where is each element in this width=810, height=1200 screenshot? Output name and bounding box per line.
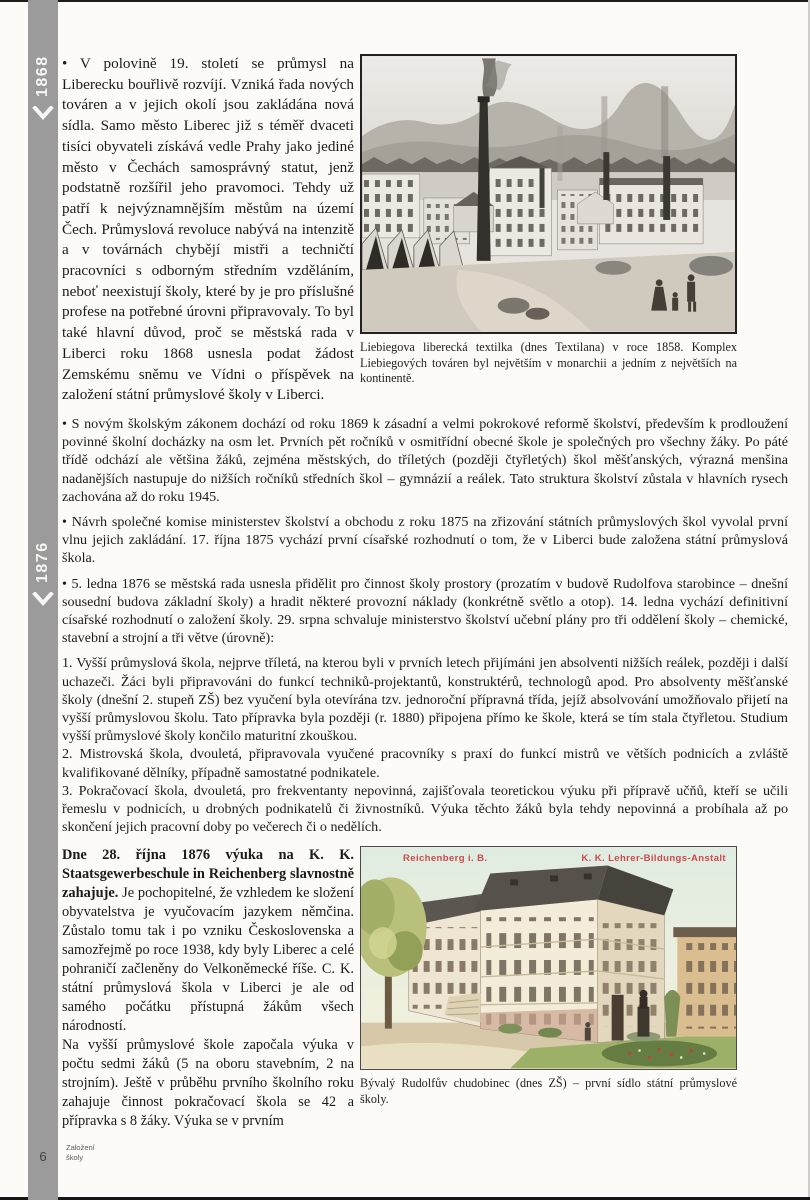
figure-factory	[360, 54, 737, 387]
school-type-2: 2. Mistrovská škola, dvouletá, připravovala vyučené pracovníky s praxí do funkcí mistrů ve větších podnicích a zvláště kvalifikované dělníky, případně samostatné podnikatele.	[62, 746, 788, 781]
timeline-sidebar	[28, 0, 58, 1200]
opening-paragraph	[62, 846, 354, 1036]
year-label: 1876	[34, 541, 51, 583]
school-type-3: 3. Pokračovací škola, dvouletá, pro frekventanty nepovinná, zajišťovala teoretickou výuku při přípravě učňů, kteří se učili řemeslu v podnicích, u drobných podnikatelů či živnostníků. Výuka těchto žáků byla tehdy nepovinná a probíhala až po skončení jejich pracovní doby po večerech či o nedělích.	[62, 782, 788, 836]
bottom-section	[62, 846, 788, 1131]
factory-engraving-art	[362, 56, 735, 332]
first-pupils-paragraph: Na vyšší průmyslové škole započala výuka v počtu sedmi žáků (5 na oboru stavebním, 2 na strojním). Ještě v průběhu prvního školního roku zahajuje činnost pokračovací škola se 42 a přípravka s 8 žáky. Výuka se v prvním	[62, 1037, 354, 1130]
paragraph-ministry-proposal: • Návrh společné komise ministerstev školství a obchodu z roku 1875 na zřizování státních průmyslových škol vyvolal první vlnu jejich zakládání. 17. října 1875 vychází první císařské rozhodnutí o tom, že v Liberci bude založena státní průmyslová škola.	[62, 513, 788, 567]
chevron-down-icon	[31, 106, 55, 120]
factory-engraving-image	[360, 54, 737, 334]
figure-postcard	[360, 846, 737, 1107]
opening-lead-rest: Je pochopitelné, že vzhledem ke složení obyvatelstva je vyučovacím jazykem němčina. Zůstalo tomu tak i po vzniku Československa a samozřejmě po roce 1938, kdy byly Liberec a celé pohraničí začleněny do Velkoněmecké říše. C. K. státní průmyslová škola v Liberci je ale od samého počátku přístupná žákům všech národností.	[62, 885, 354, 1035]
footer-line2: školy	[66, 1152, 84, 1162]
postcard-title-right: K. K. Lehrer-Bildungs-Anstalt	[581, 853, 726, 865]
intro-paragraph: • V polovině 19. století se průmysl na Liberecku bouřlivě rozvíjí. Vzniká řada nových továren a v jejich okolí jsou zakládána nová sídla. Samo město Liberec již s téměř dvaceti tisíci obyvateli získává vedle Prahy jako jediné město v Čechách samosprávný statut, jenž podstatně rozšířil jeho pravomoci. Tehdy už patří k nejvýznamnějším městům na území Čech. Průmyslová revoluce nabývá na intenzitě a v továrnách chybějí mistři a techničtí pracovníci s odborným středním vzděláním, neboť neexistují školy, které by je pro příslušné profese na potřebné úrovni připravovaly. To byl také hlavní důvod, proč se městská rada v Liberci roku 1868 usnesla podat žádost Zemskému sněmu ve Vídni o příspěvek na založení státní průmyslové školy v Liberci.	[62, 55, 354, 404]
opening-lead-bold: Dne 28. října 1876 výuka na K. K. Staatsgewerbeschule in Reichenberg slavnostně zahajuje.	[62, 847, 354, 902]
year-label: 1868	[34, 55, 51, 97]
school-type-1: 1. Vyšší průmyslová škola, nejprve tříletá, na kterou byli v prvních letech přijímáni jen absolventi nižších reálek, později i další uchazeči. Žáci byli připravováni do funkcí techniků-projektantů, konstruktérů, technologů apod. Pro absolventy měšťanské školy (dnešní 2. stupeň ZŠ) bez vyučení byla otevírána tzv. jednoroční přípravná třída, jejíž absolvování umožňovalo přijetí na vyšší průmyslovou školu. Tato přípravka byla později (r. 1880) připojena přímo ke škole, která se tím stala čtyřletou. Studium vyšší průmyslové školy končilo maturitní zkouškou.	[62, 655, 788, 745]
page-top-edge	[0, 0, 810, 2]
figure-factory-caption: Liebiegova liberecká textilka (dnes Textilana) v roce 1858. Komplex Liebiegových továren byl největším v monarchii a jedním z největších na kontinentě.	[360, 340, 737, 386]
chevron-down-icon	[31, 592, 55, 606]
postcard-image	[360, 846, 737, 1070]
opening-column	[62, 846, 354, 1131]
timeline-marker-1876	[28, 536, 58, 606]
top-section	[62, 54, 788, 406]
paragraph-school-reform: • S novým školským zákonem dochází od roku 1869 k zásadní a velmi pokrokové reformě školství, především k prodloužení povinné školní docházky na osm let. Prvních pět ročníků v osmitřídní obecné škole je společných pro všechny žáky. Po páté třídě odchází ale většina žáků, zejména městských, do tříletých (později čtyřletých) škol měšťanských, výrazná menšina nadanějších nastupuje do nižších ročníků středních škol – gymnázií a reálek. Tato struktura školství zůstala v hlavních rysech zachována až do roku 1945.	[62, 415, 788, 505]
figure-postcard-caption: Bývalý Rudolfův chudobinec (dnes ZŠ) – první sídlo státní průmyslové školy.	[360, 1076, 737, 1107]
page-number: 6	[39, 1149, 47, 1164]
history-paragraphs	[62, 415, 788, 836]
timeline-marker-1868	[28, 50, 58, 120]
postcard-title-left: Reichenberg i. B.	[403, 853, 488, 865]
content-area	[62, 54, 788, 1131]
postcard-art	[361, 847, 736, 1069]
chapter-footer-label	[66, 1143, 95, 1162]
paragraph-city-council-1876: • 5. ledna 1876 se městská rada usnesla přidělit pro činnost školy prostory (prozatím v budově Rudolfova starobince – dnešní sousední budova základní školy) a hradit některé provozní náklady (konkrétně světlo a otop). 14. ledna vychází definitivní císařské rozhodnutí o založení školy. 29. srpna schvaluje ministerstvo školství učební plány pro tři oddělení školy – chemické, stavební a strojní a tři větve (úrovně):	[62, 575, 788, 647]
footer-line1: Založení	[66, 1143, 95, 1152]
